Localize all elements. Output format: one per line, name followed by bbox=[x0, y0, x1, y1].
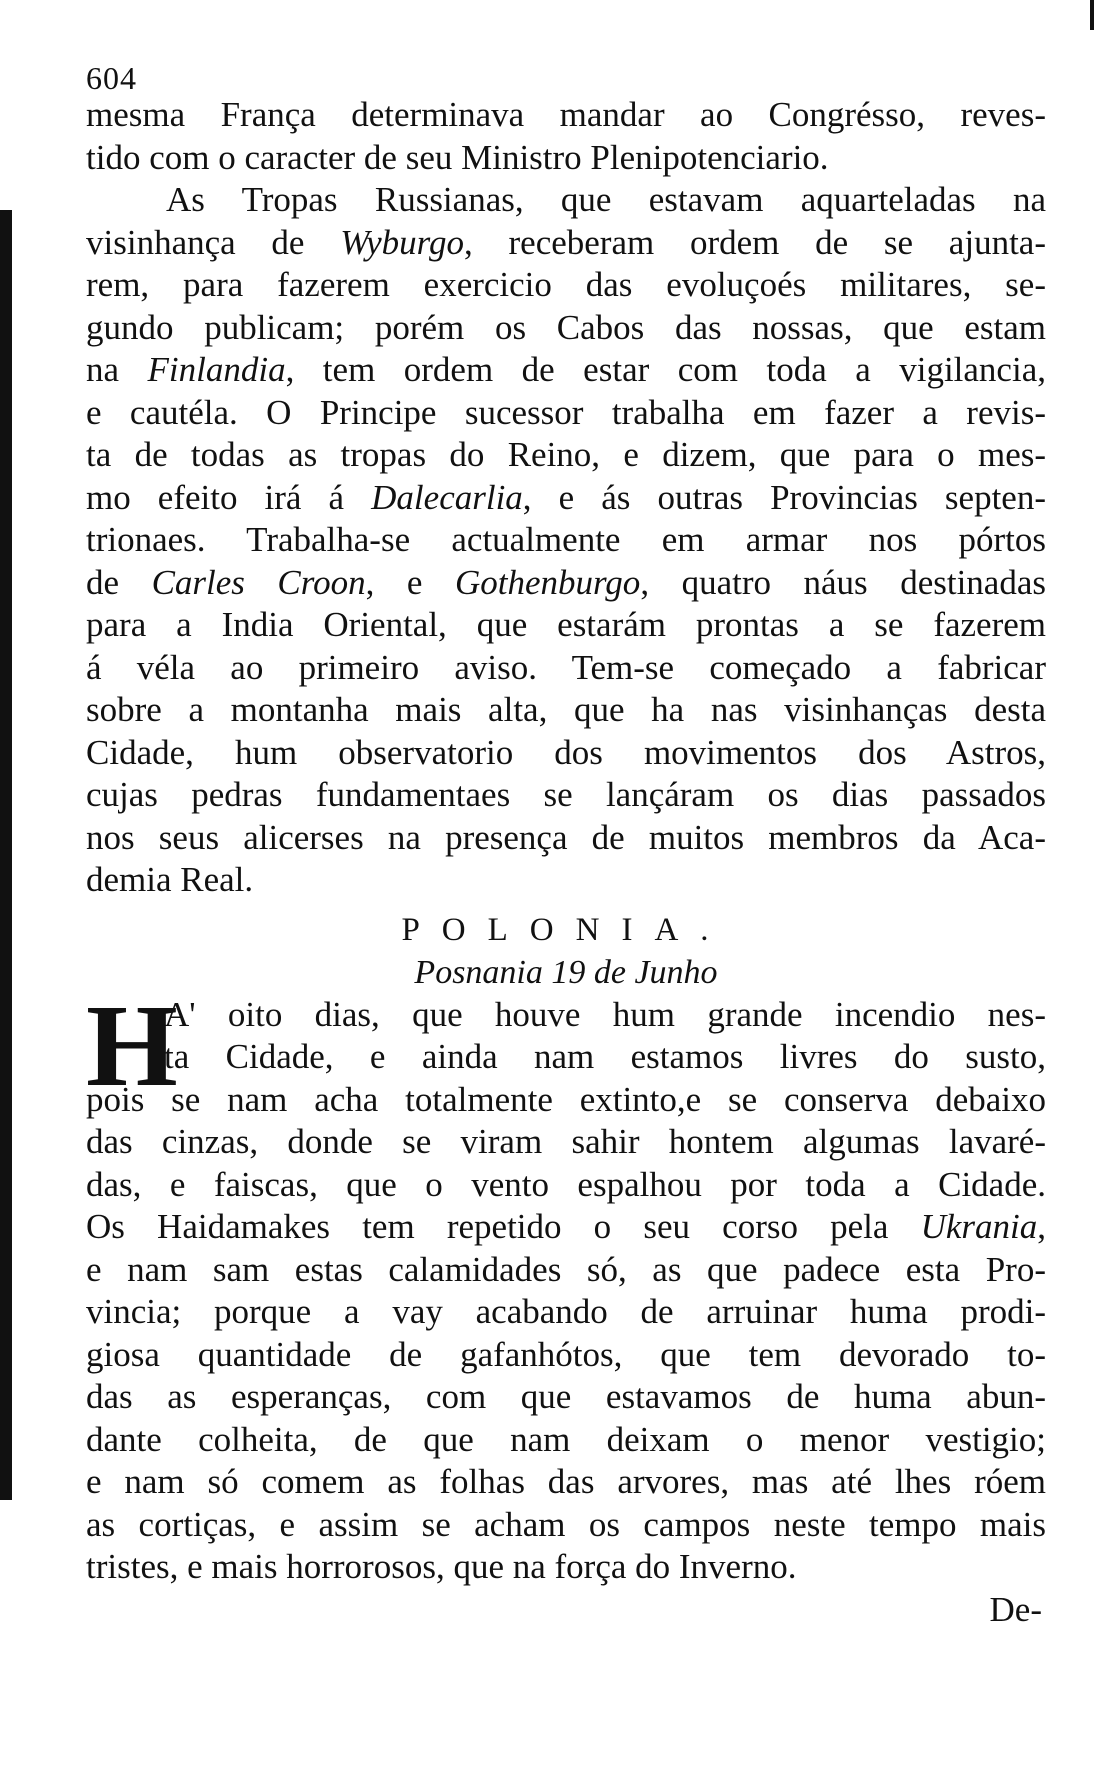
text-run: nos seus alicerses na presença de muitos membros da Aca- bbox=[86, 817, 1046, 857]
text-run: cujas pedras fundamentaes se lançáram os dias passados bbox=[86, 775, 1046, 814]
page-binding-edge bbox=[0, 210, 12, 1500]
text-line: dante colheita, de que nam deixam o menor vestigio; bbox=[86, 1419, 1046, 1459]
text-line bbox=[86, 647, 1046, 690]
drop-cap: H bbox=[86, 979, 178, 1111]
text-run: rem, para fazerem exercicio das evoluçoés militares, se- bbox=[86, 265, 1046, 304]
text-line: ta Cidade, e ainda nam estamos livres do susto, bbox=[164, 1037, 1046, 1076]
text-line: e nam sam estas calamidades só, as que padece esta Pro- bbox=[86, 1249, 1046, 1289]
text-run: visinhança de bbox=[86, 222, 341, 262]
text-line bbox=[86, 519, 1046, 562]
text-line: A' oito dias, que houve hum grande incendio nes- bbox=[164, 994, 1046, 1034]
text-line: mesma França determinava mandar ao Congrésso, reves- bbox=[86, 95, 1046, 134]
text-line bbox=[86, 179, 1046, 222]
italic-place-name: Gothenburgo bbox=[454, 562, 641, 602]
text-line: tido com o caracter de seu Ministro Plenipotenciario. bbox=[86, 137, 829, 177]
text-run: Os Haidamakes tem repetido o seu corso pela bbox=[86, 1207, 921, 1246]
text-line bbox=[86, 859, 1046, 902]
text-line bbox=[86, 562, 1046, 605]
text-line bbox=[86, 732, 1046, 775]
text-run: , receberam ordem de se ajunta- bbox=[464, 222, 1046, 262]
text-run: e cautéla. O Principe sucessor trabalha em fazer a revis- bbox=[86, 392, 1046, 432]
text-run: , e bbox=[365, 562, 455, 602]
text-run: para a India Oriental, que estarám prontas a se fazerem bbox=[86, 605, 1046, 644]
text-run: mo efeito irá á bbox=[86, 477, 372, 517]
text-line bbox=[86, 349, 1046, 392]
dateline: Posnania 19 de Junho bbox=[414, 953, 718, 991]
page-edge-mark bbox=[1090, 0, 1094, 30]
text-run: trionaes. Trabalha-se actualmente em armar nos pórtos bbox=[86, 520, 1046, 559]
paragraph-poland-news bbox=[86, 979, 1046, 1589]
italic-place-name: Wyburgo bbox=[340, 222, 465, 262]
text-run: gundo publicam; porém os Cabos das nossas, que estam bbox=[86, 307, 1046, 347]
text-line bbox=[86, 307, 1046, 350]
text-line bbox=[86, 1206, 1046, 1249]
text-line bbox=[86, 222, 1046, 265]
text-line: pois se nam acha totalmente extinto,e se conserva debaixo bbox=[86, 1079, 1046, 1119]
italic-place-name: Finlandia bbox=[147, 350, 286, 389]
text-run: , bbox=[1037, 1207, 1046, 1246]
text-line bbox=[86, 689, 1046, 732]
text-line: vincia; porque a vay acabando de arruinar huma prodi- bbox=[86, 1292, 1046, 1331]
text-run: sobre a montanha mais alta, que ha nas visinhanças desta bbox=[86, 690, 1046, 729]
page-number: 604 bbox=[86, 60, 137, 96]
section-title: POLONIA. bbox=[401, 911, 731, 948]
text-line bbox=[86, 774, 1046, 817]
text-run: ta de todas as tropas do Reino, e dizem, que para o mes- bbox=[86, 435, 1046, 474]
text-line bbox=[86, 434, 1046, 477]
text-run: á véla ao primeiro aviso. Tem-se começado a fabricar bbox=[86, 647, 1046, 687]
text-run: demia Real. bbox=[86, 860, 254, 899]
italic-place-name: Ukrania bbox=[920, 1207, 1038, 1246]
text-run: , e ás outras Provincias septen- bbox=[522, 477, 1046, 517]
text-run: , tem ordem de estar com toda a vigilancia, bbox=[285, 350, 1046, 389]
text-line bbox=[86, 817, 1046, 860]
paragraph-sweden-news bbox=[86, 179, 1046, 902]
text-line: das, e faiscas, que o vento espalhou por toda a Cidade. bbox=[86, 1164, 1046, 1204]
text-run: As Tropas Russianas, que estavam aquarteladas na bbox=[166, 180, 1046, 219]
text-line: tristes, e mais horrorosos, que na força do Inverno. bbox=[86, 1547, 797, 1586]
text-line bbox=[86, 477, 1046, 520]
text-line: e nam só comem as folhas das arvores, mas até lhes róem bbox=[86, 1462, 1046, 1501]
text-line: das cinzas, donde se viram sahir hontem algumas lavaré- bbox=[86, 1122, 1046, 1161]
text-block bbox=[86, 62, 1046, 1631]
text-run: na bbox=[86, 350, 148, 389]
text-line: das as esperanças, com que estavamos de huma abun- bbox=[86, 1377, 1046, 1416]
text-line bbox=[86, 392, 1046, 435]
catchword: De- bbox=[989, 1589, 1042, 1629]
text-run: de bbox=[86, 562, 152, 602]
italic-place-name: Dalecarlia bbox=[371, 477, 523, 517]
paragraph-continuation bbox=[86, 94, 1046, 179]
text-run: , quatro náus destinadas bbox=[640, 562, 1046, 602]
text-line: as cortiças, e assim se acham os campos neste tempo mais bbox=[86, 1504, 1046, 1544]
text-line bbox=[86, 604, 1046, 647]
italic-place-name: Carles Croon bbox=[151, 562, 366, 602]
text-line: giosa quantidade de gafanhótos, que tem devorado to- bbox=[86, 1334, 1046, 1374]
text-line bbox=[86, 264, 1046, 307]
text-run: Cidade, hum observatorio dos movimentos dos Astros, bbox=[86, 732, 1046, 772]
